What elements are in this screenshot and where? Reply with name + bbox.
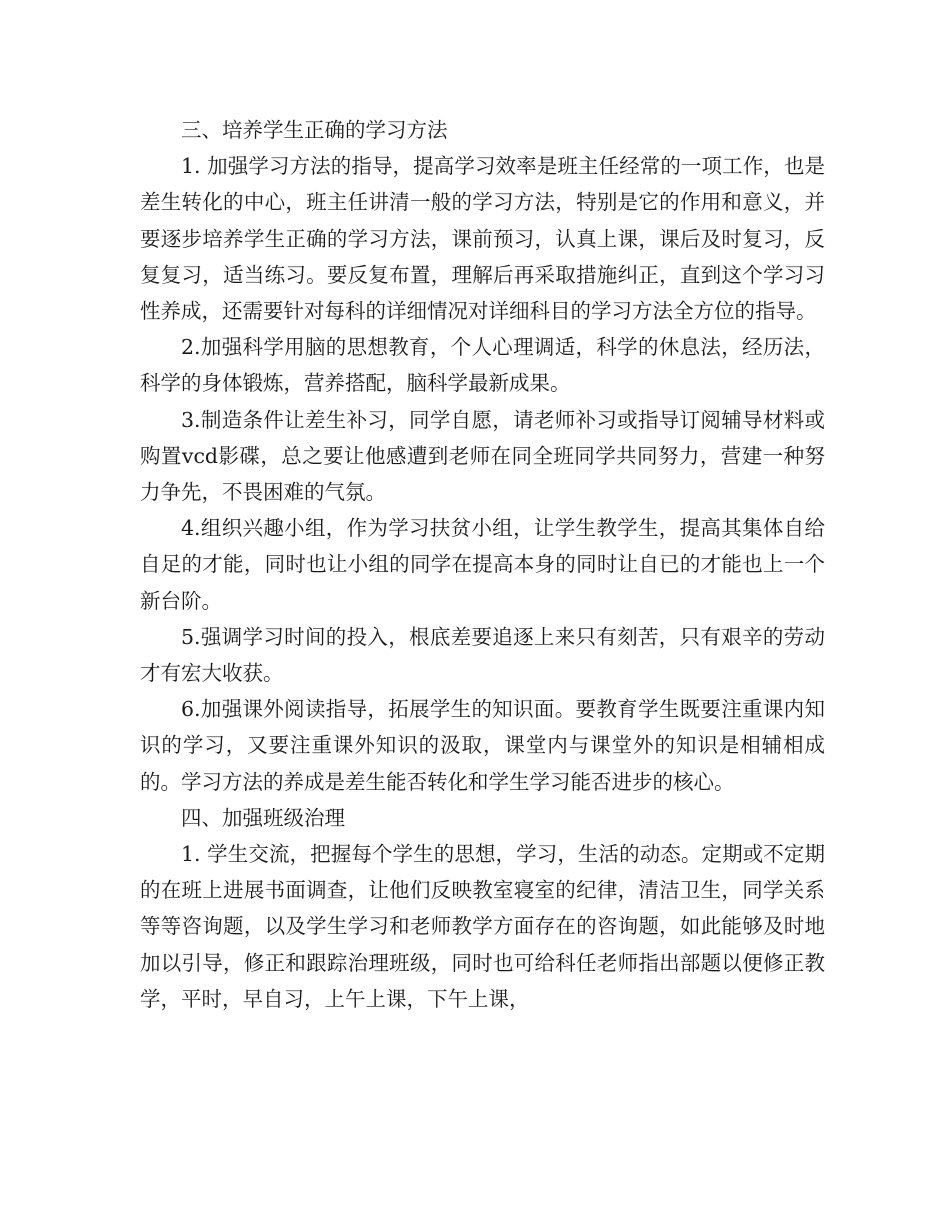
paragraph: 5.强调学习时间的投入，根底差要追逐上来只有刻苦，只有艰辛的劳动才有宏大收获。 (140, 624, 825, 686)
paragraph: 2.加强科学用脑的思想教育，个人心理调适，科学的休息法，经历法，科学的身体锻炼，营养搭配，脑科学最新成果。 (140, 335, 825, 396)
paragraph: 1. 加强学习方法的指导，提高学习效率是班主任经常的一项工作，也是差生转化的中心，班主任讲清一般的学习方法，特别是它的作用和意义，并要逐步培养学生正确的学习方法，课前预习，认真上课，课后及时复习，反复复习，适当练习。要反复布置，理解后再采取措施纠正，直到这个学习习性养成，还需要针对每科的详细情况对详细科目的学习方法全方位的指导。 (140, 154, 825, 324)
document-body (140, 112, 825, 1017)
section-heading-3: 三、培养学生正确的学习方法 (181, 118, 448, 142)
paragraph: 3.制造条件让差生补习，同学自愿，请老师补习或指导订阅辅导材料或购置vcd影碟，总之要让他感遭到老师在同全班同学共同努力，营建一种努力争先，不畏困难的气氛。 (140, 407, 825, 505)
paragraph: 6.加强课外阅读指导，拓展学生的知识面。要教育学生既要注重课内知识的学习，又要注重课外知识的汲取，课堂内与课堂外的知识是相辅相成的。学习方法的养成是差生能否转化和学生学习能否进步的核心。 (140, 697, 825, 794)
section-heading-4: 四、加强班级治理 (181, 805, 345, 830)
paragraph: 1. 学生交流，把握每个学生的思想，学习，生活的动态。定期或不定期的在班上进展书面调查，让他们反映教室寝室的纪律，清洁卫生，同学关系等等咨询题，以及学生学习和老师教学方面存在的咨询题，如此能够及时地加以引导，修正和跟踪治理班级，同时也可给科任老师指出部题以便修正教学，平时，早自习，上午上课，下午上课， (140, 842, 825, 1011)
paragraph: 4.组织兴趣小组，作为学习扶贫小组，让学生教学生，提高其集体自给自足的才能，同时也让小组的同学在提高本身的同时让自已的才能也上一个新台阶。 (140, 516, 825, 613)
